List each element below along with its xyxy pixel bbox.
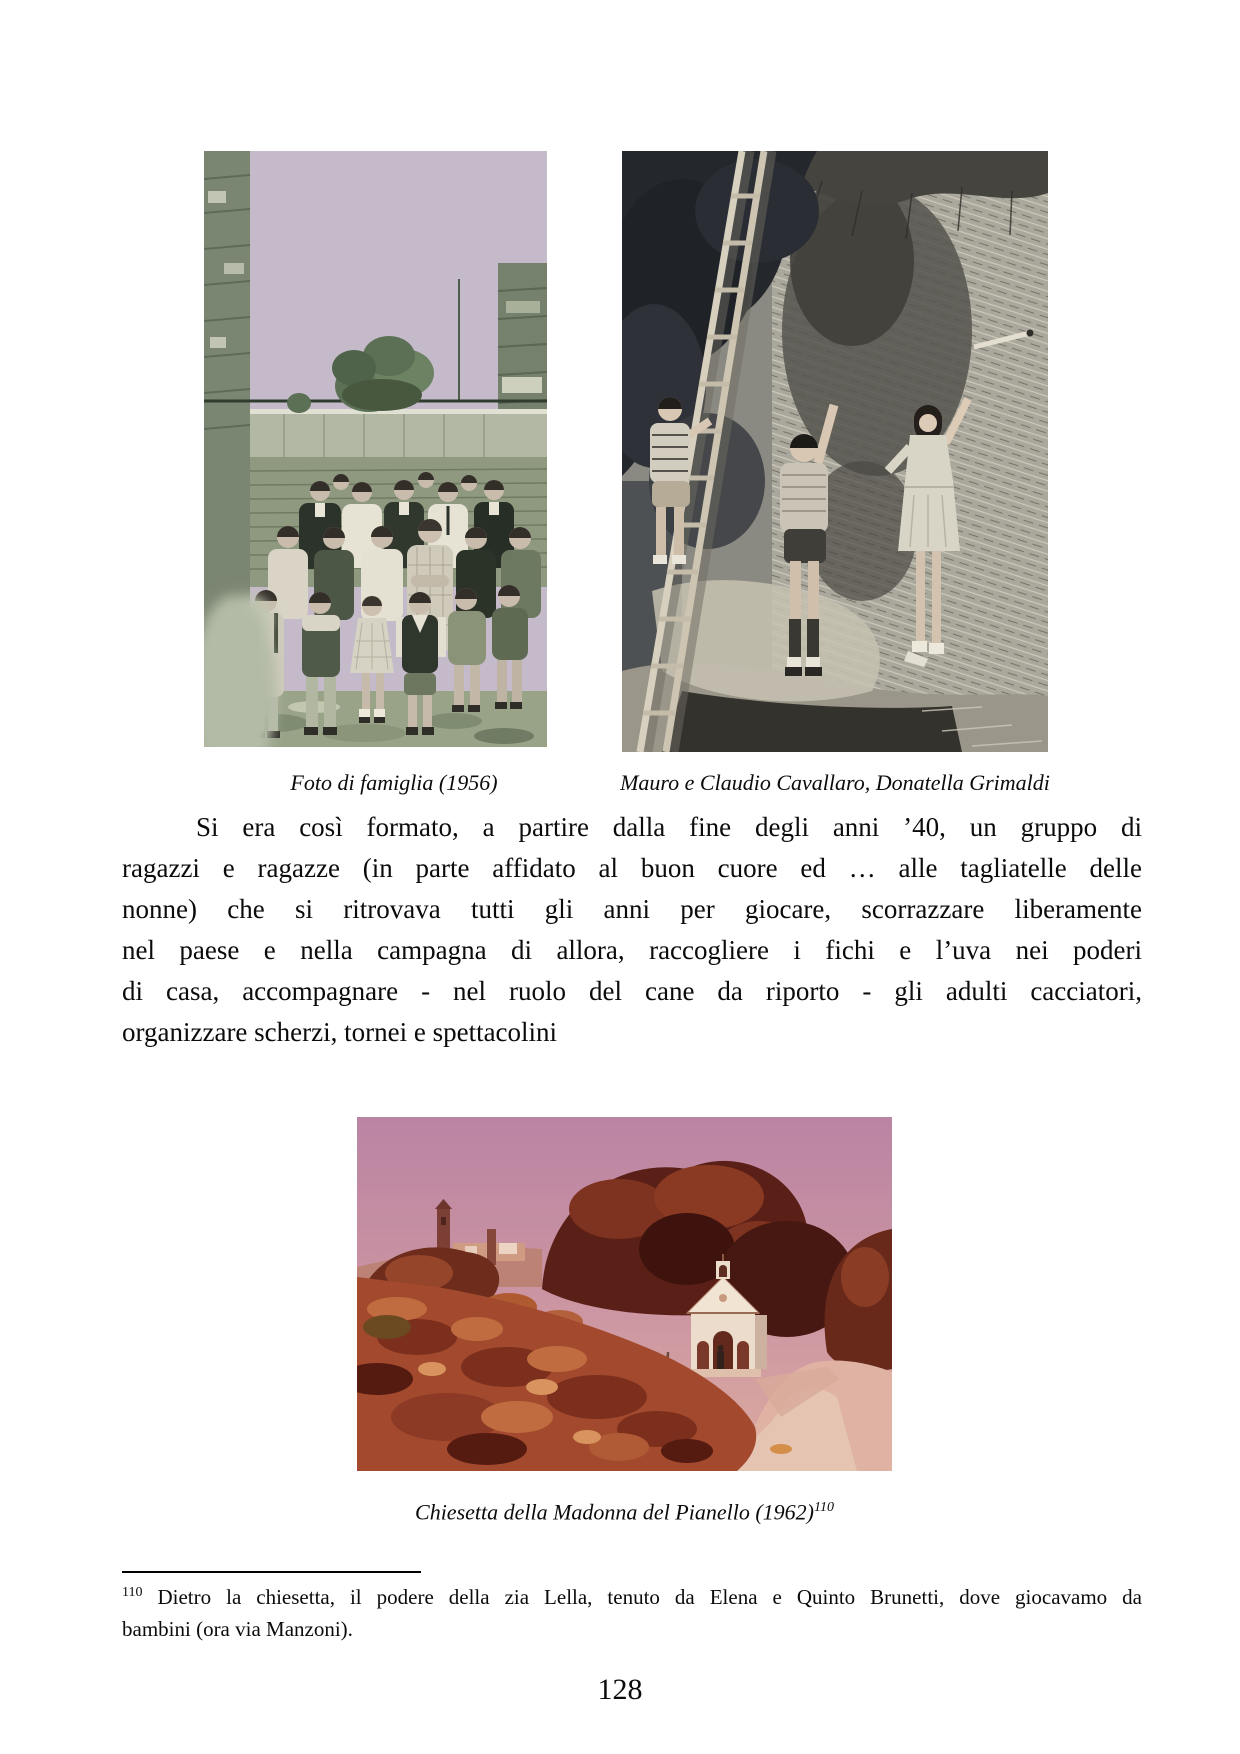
figure-church-photo xyxy=(357,1117,892,1471)
main-paragraph xyxy=(122,807,1142,1053)
paragraph-line: nonne) che si ritrovava tutti gli anni per giocare, scorrazzare liberamente xyxy=(122,894,1142,924)
footnote-separator xyxy=(122,1571,421,1573)
church-caption-text: Chiesetta della Madonna del Pianello (1962) xyxy=(415,1499,815,1525)
family-photo-image xyxy=(204,151,547,747)
haystack-photo-image xyxy=(622,151,1048,752)
page-number: 128 xyxy=(597,1673,643,1706)
figure-family-photo xyxy=(204,151,547,747)
family-photo-caption: Foto di famiglia (1956) xyxy=(290,770,498,795)
footnote-marker: 110 xyxy=(122,1585,143,1600)
parapet-wall xyxy=(250,409,547,457)
paragraph-line: nel paese e nella campagna di allora, raccogliere i fichi e l’uva nei poderi xyxy=(122,935,1142,965)
figure-at-door xyxy=(717,1351,724,1369)
church-caption-footnote-ref: 110 xyxy=(814,1500,834,1515)
paragraph-line: ragazzi e ragazze (in parte affidato al buon cuore ed … alle tagliatelle delle xyxy=(122,853,1142,883)
paragraph-line: organizzare scherzi, tornei e spettacolini xyxy=(122,1017,558,1047)
church-photo-image xyxy=(357,1117,892,1471)
figure-haystack-photo xyxy=(622,151,1048,752)
paragraph-line: Si era così formato, a partire dalla fine degli anni ’40, un gruppo di xyxy=(196,812,1142,842)
footnote-line-2: bambini (ora via Manzoni). xyxy=(122,1617,353,1641)
paragraph-line: di casa, accompagnare - nel ruolo del cane da riporto - gli adulti cacciatori, xyxy=(122,976,1142,1006)
church-photo-caption xyxy=(257,1494,992,1526)
footnote-line1-text: Dietro la chiesetta, il podere della zia Lella, tenuto da Elena e Quinto Brunetti, dove giocavamo da xyxy=(142,1585,1142,1609)
blurred-foreground-figure xyxy=(204,595,276,747)
haystack-photo-caption: Mauro e Claudio Cavallaro, Donatella Grimaldi xyxy=(620,770,1050,795)
footnote-line-1 xyxy=(122,1581,1142,1613)
footnote xyxy=(122,1581,1142,1645)
